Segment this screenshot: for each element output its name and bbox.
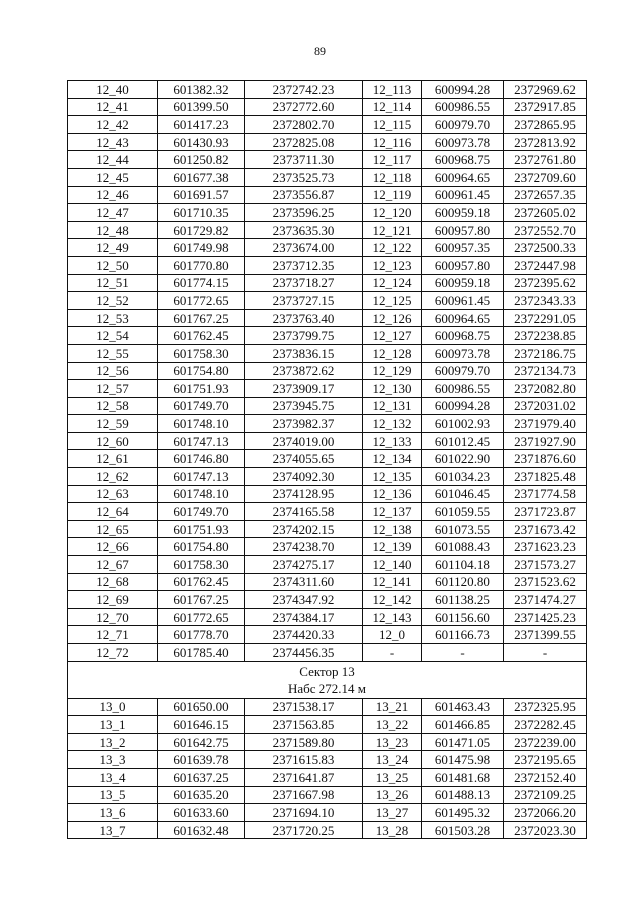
- x-coordinate-cell: 601471.05: [422, 733, 504, 751]
- y-coordinate-cell: 2373596.25: [245, 204, 363, 222]
- x-coordinate-cell: 601073.55: [422, 520, 504, 538]
- point-id-cell: 13_23: [363, 733, 422, 751]
- y-coordinate-cell: 2374311.60: [245, 573, 363, 591]
- point-id-cell: 12_62: [68, 468, 158, 486]
- table-row: [68, 538, 587, 556]
- y-coordinate-cell: 2372395.62: [504, 274, 587, 292]
- x-coordinate-cell: 600957.80: [422, 221, 504, 239]
- y-coordinate-cell: 2372152.40: [504, 768, 587, 786]
- y-coordinate-cell: 2374347.92: [245, 591, 363, 609]
- x-coordinate-cell: 601729.82: [158, 221, 245, 239]
- x-coordinate-cell: 601639.78: [158, 751, 245, 769]
- y-coordinate-cell: 2373909.17: [245, 380, 363, 398]
- point-id-cell: 12_122: [363, 239, 422, 257]
- y-coordinate-cell: 2373982.37: [245, 415, 363, 433]
- y-coordinate-cell: 2371623.23: [504, 538, 587, 556]
- y-coordinate-cell: 2371694.10: [245, 804, 363, 822]
- x-coordinate-cell: 601785.40: [158, 644, 245, 662]
- y-coordinate-cell: 2373556.87: [245, 186, 363, 204]
- y-coordinate-cell: 2371927.90: [504, 432, 587, 450]
- x-coordinate-cell: 601022.90: [422, 450, 504, 468]
- table-row: [68, 591, 587, 609]
- point-id-cell: 12_63: [68, 485, 158, 503]
- x-coordinate-cell: 601751.93: [158, 520, 245, 538]
- x-coordinate-cell: 601646.15: [158, 716, 245, 734]
- y-coordinate-cell: 2372238.85: [504, 327, 587, 345]
- x-coordinate-cell: 601046.45: [422, 485, 504, 503]
- x-coordinate-cell: 600973.78: [422, 133, 504, 151]
- x-coordinate-cell: 601748.10: [158, 415, 245, 433]
- point-id-cell: 13_28: [363, 821, 422, 839]
- table-row: [68, 520, 587, 538]
- point-id-cell: 12_132: [363, 415, 422, 433]
- table-row: [68, 133, 587, 151]
- x-coordinate-cell: 601250.82: [158, 151, 245, 169]
- x-coordinate-cell: 601635.20: [158, 786, 245, 804]
- point-id-cell: 12_59: [68, 415, 158, 433]
- point-id-cell: 13_21: [363, 698, 422, 716]
- x-coordinate-cell: 601754.80: [158, 538, 245, 556]
- x-coordinate-cell: 601770.80: [158, 256, 245, 274]
- point-id-cell: 12_137: [363, 503, 422, 521]
- point-id-cell: 12_119: [363, 186, 422, 204]
- point-id-cell: 12_143: [363, 608, 422, 626]
- point-id-cell: 12_134: [363, 450, 422, 468]
- y-coordinate-cell: 2373674.00: [245, 239, 363, 257]
- x-coordinate-cell: 600986.55: [422, 380, 504, 398]
- x-coordinate-cell: 601475.98: [422, 751, 504, 769]
- y-coordinate-cell: 2372969.62: [504, 81, 587, 99]
- y-coordinate-cell: 2371523.62: [504, 573, 587, 591]
- y-coordinate-cell: 2371615.83: [245, 751, 363, 769]
- sector-header-row: [68, 661, 587, 698]
- x-coordinate-cell: 601166.73: [422, 626, 504, 644]
- point-id-cell: 12_140: [363, 556, 422, 574]
- point-id-cell: 13_6: [68, 804, 158, 822]
- table-row: [68, 221, 587, 239]
- table-row: [68, 239, 587, 257]
- x-coordinate-cell: 601650.00: [158, 698, 245, 716]
- y-coordinate-cell: 2373763.40: [245, 309, 363, 327]
- sector-header-cell: [68, 661, 587, 698]
- y-coordinate-cell: 2371667.98: [245, 786, 363, 804]
- x-coordinate-cell: 601754.80: [158, 362, 245, 380]
- x-coordinate-cell: 601632.48: [158, 821, 245, 839]
- y-coordinate-cell: 2371825.48: [504, 468, 587, 486]
- table-row: [68, 751, 587, 769]
- y-coordinate-cell: 2371399.55: [504, 626, 587, 644]
- y-coordinate-cell: 2371641.87: [245, 768, 363, 786]
- x-coordinate-cell: 601430.93: [158, 133, 245, 151]
- x-coordinate-cell: 600979.70: [422, 362, 504, 380]
- y-coordinate-cell: 2372813.92: [504, 133, 587, 151]
- table-row: [68, 81, 587, 99]
- sector-title: Сектор 13: [299, 663, 355, 679]
- table-row: [68, 186, 587, 204]
- x-coordinate-cell: 600994.28: [422, 397, 504, 415]
- y-coordinate-cell: 2374238.70: [245, 538, 363, 556]
- y-coordinate-cell: 2371720.25: [245, 821, 363, 839]
- y-coordinate-cell: 2373945.75: [245, 397, 363, 415]
- y-coordinate-cell: 2374055.65: [245, 450, 363, 468]
- point-id-cell: 13_2: [68, 733, 158, 751]
- y-coordinate-cell: 2372186.75: [504, 344, 587, 362]
- point-id-cell: 12_69: [68, 591, 158, 609]
- y-coordinate-cell: 2373712.35: [245, 256, 363, 274]
- point-id-cell: 12_44: [68, 151, 158, 169]
- y-coordinate-cell: 2371563.85: [245, 716, 363, 734]
- y-coordinate-cell: 2374420.33: [245, 626, 363, 644]
- point-id-cell: 12_113: [363, 81, 422, 99]
- y-coordinate-cell: 2373711.30: [245, 151, 363, 169]
- point-id-cell: 12_60: [68, 432, 158, 450]
- x-coordinate-cell: 601382.32: [158, 81, 245, 99]
- x-coordinate-cell: 601088.43: [422, 538, 504, 556]
- x-coordinate-cell: 601758.30: [158, 344, 245, 362]
- y-coordinate-cell: 2374019.00: [245, 432, 363, 450]
- point-id-cell: 12_126: [363, 309, 422, 327]
- point-id-cell: 12_131: [363, 397, 422, 415]
- point-id-cell: 12_61: [68, 450, 158, 468]
- y-coordinate-cell: 2371876.60: [504, 450, 587, 468]
- y-coordinate-cell: 2373635.30: [245, 221, 363, 239]
- y-coordinate-cell: 2372282.45: [504, 716, 587, 734]
- point-id-cell: 12_54: [68, 327, 158, 345]
- table-row: [68, 804, 587, 822]
- x-coordinate-cell: 601751.93: [158, 380, 245, 398]
- point-id-cell: 12_117: [363, 151, 422, 169]
- x-coordinate-cell: 600957.35: [422, 239, 504, 257]
- x-coordinate-cell: 601138.25: [422, 591, 504, 609]
- table-row: [68, 432, 587, 450]
- sector-subtitle: Набс 272.14 м: [287, 680, 367, 696]
- y-coordinate-cell: 2371474.27: [504, 591, 587, 609]
- y-coordinate-cell: 2372134.73: [504, 362, 587, 380]
- x-coordinate-cell: 600961.45: [422, 186, 504, 204]
- y-coordinate-cell: 2373718.27: [245, 274, 363, 292]
- point-id-cell: 13_5: [68, 786, 158, 804]
- table-row: [68, 733, 587, 751]
- y-coordinate-cell: 2373872.62: [245, 362, 363, 380]
- point-id-cell: 13_7: [68, 821, 158, 839]
- x-coordinate-cell: 601746.80: [158, 450, 245, 468]
- y-coordinate-cell: 2371723.87: [504, 503, 587, 521]
- x-coordinate-cell: 601747.13: [158, 432, 245, 450]
- x-coordinate-cell: 601762.45: [158, 327, 245, 345]
- y-coordinate-cell: 2372325.95: [504, 698, 587, 716]
- x-coordinate-cell: 600973.78: [422, 344, 504, 362]
- point-id-cell: 12_47: [68, 204, 158, 222]
- x-coordinate-cell: 601767.25: [158, 591, 245, 609]
- x-coordinate-cell: 600957.80: [422, 256, 504, 274]
- table-row: [68, 397, 587, 415]
- table-row: [68, 716, 587, 734]
- point-id-cell: 12_46: [68, 186, 158, 204]
- point-id-cell: 12_66: [68, 538, 158, 556]
- point-id-cell: 12_115: [363, 116, 422, 134]
- point-id-cell: 13_0: [68, 698, 158, 716]
- point-id-cell: 12_123: [363, 256, 422, 274]
- point-id-cell: 12_48: [68, 221, 158, 239]
- y-coordinate-cell: 2371774.58: [504, 485, 587, 503]
- point-id-cell: 12_51: [68, 274, 158, 292]
- point-id-cell: 13_25: [363, 768, 422, 786]
- table-row: [68, 274, 587, 292]
- point-id-cell: 13_26: [363, 786, 422, 804]
- x-coordinate-cell: 600979.70: [422, 116, 504, 134]
- y-coordinate-cell: 2374128.95: [245, 485, 363, 503]
- table-row: [68, 450, 587, 468]
- table-row: [68, 168, 587, 186]
- point-id-cell: 12_120: [363, 204, 422, 222]
- y-coordinate-cell: 2372447.98: [504, 256, 587, 274]
- y-coordinate-cell: 2372917.85: [504, 98, 587, 116]
- x-coordinate-cell: 600964.65: [422, 309, 504, 327]
- x-coordinate-cell: 601503.28: [422, 821, 504, 839]
- y-coordinate-cell: 2372031.02: [504, 397, 587, 415]
- y-coordinate-cell: 2374092.30: [245, 468, 363, 486]
- point-id-cell: 13_24: [363, 751, 422, 769]
- x-coordinate-cell: 601749.98: [158, 239, 245, 257]
- table-row: [68, 151, 587, 169]
- y-coordinate-cell: 2372772.60: [245, 98, 363, 116]
- table-row: [68, 608, 587, 626]
- point-id-cell: 12_42: [68, 116, 158, 134]
- y-coordinate-cell: 2373836.15: [245, 344, 363, 362]
- y-coordinate-cell: 2371979.40: [504, 415, 587, 433]
- x-coordinate-cell: 601758.30: [158, 556, 245, 574]
- y-coordinate-cell: 2371673.42: [504, 520, 587, 538]
- table-row: [68, 344, 587, 362]
- point-id-cell: 13_3: [68, 751, 158, 769]
- table-row: [68, 556, 587, 574]
- y-coordinate-cell: 2373799.75: [245, 327, 363, 345]
- x-coordinate-cell: 601749.70: [158, 397, 245, 415]
- point-id-cell: 12_0: [363, 626, 422, 644]
- x-coordinate-cell: 600968.75: [422, 327, 504, 345]
- point-id-cell: 12_40: [68, 81, 158, 99]
- x-coordinate-cell: 600961.45: [422, 292, 504, 310]
- y-coordinate-cell: 2371538.17: [245, 698, 363, 716]
- y-coordinate-cell: 2372195.65: [504, 751, 587, 769]
- y-coordinate-cell: 2372343.33: [504, 292, 587, 310]
- table-row: [68, 768, 587, 786]
- x-coordinate-cell: 600959.18: [422, 204, 504, 222]
- y-coordinate-cell: 2374384.17: [245, 608, 363, 626]
- y-coordinate-cell: 2372023.30: [504, 821, 587, 839]
- point-id-cell: 12_41: [68, 98, 158, 116]
- x-coordinate-cell: 601642.75: [158, 733, 245, 751]
- x-coordinate-cell: 601399.50: [158, 98, 245, 116]
- x-coordinate-cell: 601772.65: [158, 292, 245, 310]
- point-id-cell: 12_124: [363, 274, 422, 292]
- point-id-cell: 12_43: [68, 133, 158, 151]
- point-id-cell: 12_45: [68, 168, 158, 186]
- y-coordinate-cell: 2372605.02: [504, 204, 587, 222]
- y-coordinate-cell: 2372802.70: [245, 116, 363, 134]
- point-id-cell: 12_55: [68, 344, 158, 362]
- y-coordinate-cell: 2372066.20: [504, 804, 587, 822]
- point-id-cell: 13_1: [68, 716, 158, 734]
- y-coordinate-cell: 2372291.05: [504, 309, 587, 327]
- table-row: [68, 362, 587, 380]
- point-id-cell: 12_58: [68, 397, 158, 415]
- x-coordinate-cell: -: [422, 644, 504, 662]
- point-id-cell: 12_138: [363, 520, 422, 538]
- y-coordinate-cell: 2374165.58: [245, 503, 363, 521]
- table-row: [68, 204, 587, 222]
- coordinates-table: [67, 80, 587, 839]
- table-row: [68, 256, 587, 274]
- x-coordinate-cell: 601747.13: [158, 468, 245, 486]
- table-row: [68, 309, 587, 327]
- point-id-cell: 12_70: [68, 608, 158, 626]
- y-coordinate-cell: 2372500.33: [504, 239, 587, 257]
- x-coordinate-cell: 601120.80: [422, 573, 504, 591]
- point-id-cell: 12_57: [68, 380, 158, 398]
- y-coordinate-cell: 2374275.17: [245, 556, 363, 574]
- table-row: [68, 644, 587, 662]
- table-row: [68, 698, 587, 716]
- point-id-cell: 12_141: [363, 573, 422, 591]
- x-coordinate-cell: 601495.32: [422, 804, 504, 822]
- x-coordinate-cell: 601748.10: [158, 485, 245, 503]
- point-id-cell: 12_135: [363, 468, 422, 486]
- x-coordinate-cell: 601488.13: [422, 786, 504, 804]
- x-coordinate-cell: 601417.23: [158, 116, 245, 134]
- table-row: [68, 786, 587, 804]
- table-row: [68, 485, 587, 503]
- x-coordinate-cell: 601774.15: [158, 274, 245, 292]
- x-coordinate-cell: 600959.18: [422, 274, 504, 292]
- x-coordinate-cell: 601710.35: [158, 204, 245, 222]
- point-id-cell: 12_118: [363, 168, 422, 186]
- table-row: [68, 626, 587, 644]
- point-id-cell: 12_139: [363, 538, 422, 556]
- point-id-cell: 12_121: [363, 221, 422, 239]
- x-coordinate-cell: 601156.60: [422, 608, 504, 626]
- table-row: [68, 821, 587, 839]
- table-row: [68, 327, 587, 345]
- point-id-cell: 12_67: [68, 556, 158, 574]
- y-coordinate-cell: -: [504, 644, 587, 662]
- point-id-cell: 12_133: [363, 432, 422, 450]
- y-coordinate-cell: 2372552.70: [504, 221, 587, 239]
- point-id-cell: 12_129: [363, 362, 422, 380]
- point-id-cell: 12_114: [363, 98, 422, 116]
- point-id-cell: 12_65: [68, 520, 158, 538]
- point-id-cell: 12_53: [68, 309, 158, 327]
- point-id-cell: 12_130: [363, 380, 422, 398]
- y-coordinate-cell: 2372239.00: [504, 733, 587, 751]
- y-coordinate-cell: 2371425.23: [504, 608, 587, 626]
- y-coordinate-cell: 2372865.95: [504, 116, 587, 134]
- table-row: [68, 380, 587, 398]
- table-row: [68, 292, 587, 310]
- table-row: [68, 98, 587, 116]
- point-id-cell: 12_68: [68, 573, 158, 591]
- x-coordinate-cell: 601778.70: [158, 626, 245, 644]
- y-coordinate-cell: 2372742.23: [245, 81, 363, 99]
- table-row: [68, 503, 587, 521]
- point-id-cell: 12_50: [68, 256, 158, 274]
- y-coordinate-cell: 2373727.15: [245, 292, 363, 310]
- x-coordinate-cell: 601463.43: [422, 698, 504, 716]
- point-id-cell: 12_71: [68, 626, 158, 644]
- y-coordinate-cell: 2372709.60: [504, 168, 587, 186]
- x-coordinate-cell: 601466.85: [422, 716, 504, 734]
- y-coordinate-cell: 2372109.25: [504, 786, 587, 804]
- y-coordinate-cell: 2372657.35: [504, 186, 587, 204]
- point-id-cell: 13_27: [363, 804, 422, 822]
- table-row: [68, 573, 587, 591]
- table-row: [68, 116, 587, 134]
- x-coordinate-cell: 600968.75: [422, 151, 504, 169]
- point-id-cell: 12_52: [68, 292, 158, 310]
- x-coordinate-cell: 601767.25: [158, 309, 245, 327]
- y-coordinate-cell: 2374456.35: [245, 644, 363, 662]
- x-coordinate-cell: 601677.38: [158, 168, 245, 186]
- point-id-cell: 12_136: [363, 485, 422, 503]
- x-coordinate-cell: 601002.93: [422, 415, 504, 433]
- x-coordinate-cell: 601691.57: [158, 186, 245, 204]
- x-coordinate-cell: 601772.65: [158, 608, 245, 626]
- x-coordinate-cell: 600986.55: [422, 98, 504, 116]
- point-id-cell: 13_22: [363, 716, 422, 734]
- point-id-cell: -: [363, 644, 422, 662]
- x-coordinate-cell: 601633.60: [158, 804, 245, 822]
- point-id-cell: 12_72: [68, 644, 158, 662]
- table-row: [68, 415, 587, 433]
- x-coordinate-cell: 601034.23: [422, 468, 504, 486]
- point-id-cell: 12_64: [68, 503, 158, 521]
- point-id-cell: 12_128: [363, 344, 422, 362]
- y-coordinate-cell: 2372761.80: [504, 151, 587, 169]
- x-coordinate-cell: 601762.45: [158, 573, 245, 591]
- y-coordinate-cell: 2371573.27: [504, 556, 587, 574]
- x-coordinate-cell: 600994.28: [422, 81, 504, 99]
- x-coordinate-cell: 601012.45: [422, 432, 504, 450]
- x-coordinate-cell: 601749.70: [158, 503, 245, 521]
- point-id-cell: 12_49: [68, 239, 158, 257]
- x-coordinate-cell: 600964.65: [422, 168, 504, 186]
- point-id-cell: 12_116: [363, 133, 422, 151]
- y-coordinate-cell: 2374202.15: [245, 520, 363, 538]
- page-number: 89: [314, 44, 326, 58]
- x-coordinate-cell: 601059.55: [422, 503, 504, 521]
- point-id-cell: 12_142: [363, 591, 422, 609]
- table-row: [68, 468, 587, 486]
- y-coordinate-cell: 2371589.80: [245, 733, 363, 751]
- x-coordinate-cell: 601481.68: [422, 768, 504, 786]
- point-id-cell: 12_56: [68, 362, 158, 380]
- point-id-cell: 13_4: [68, 768, 158, 786]
- y-coordinate-cell: 2372825.08: [245, 133, 363, 151]
- point-id-cell: 12_127: [363, 327, 422, 345]
- x-coordinate-cell: 601637.25: [158, 768, 245, 786]
- coordinates-table-body: [68, 81, 587, 839]
- point-id-cell: 12_125: [363, 292, 422, 310]
- y-coordinate-cell: 2372082.80: [504, 380, 587, 398]
- y-coordinate-cell: 2373525.73: [245, 168, 363, 186]
- x-coordinate-cell: 601104.18: [422, 556, 504, 574]
